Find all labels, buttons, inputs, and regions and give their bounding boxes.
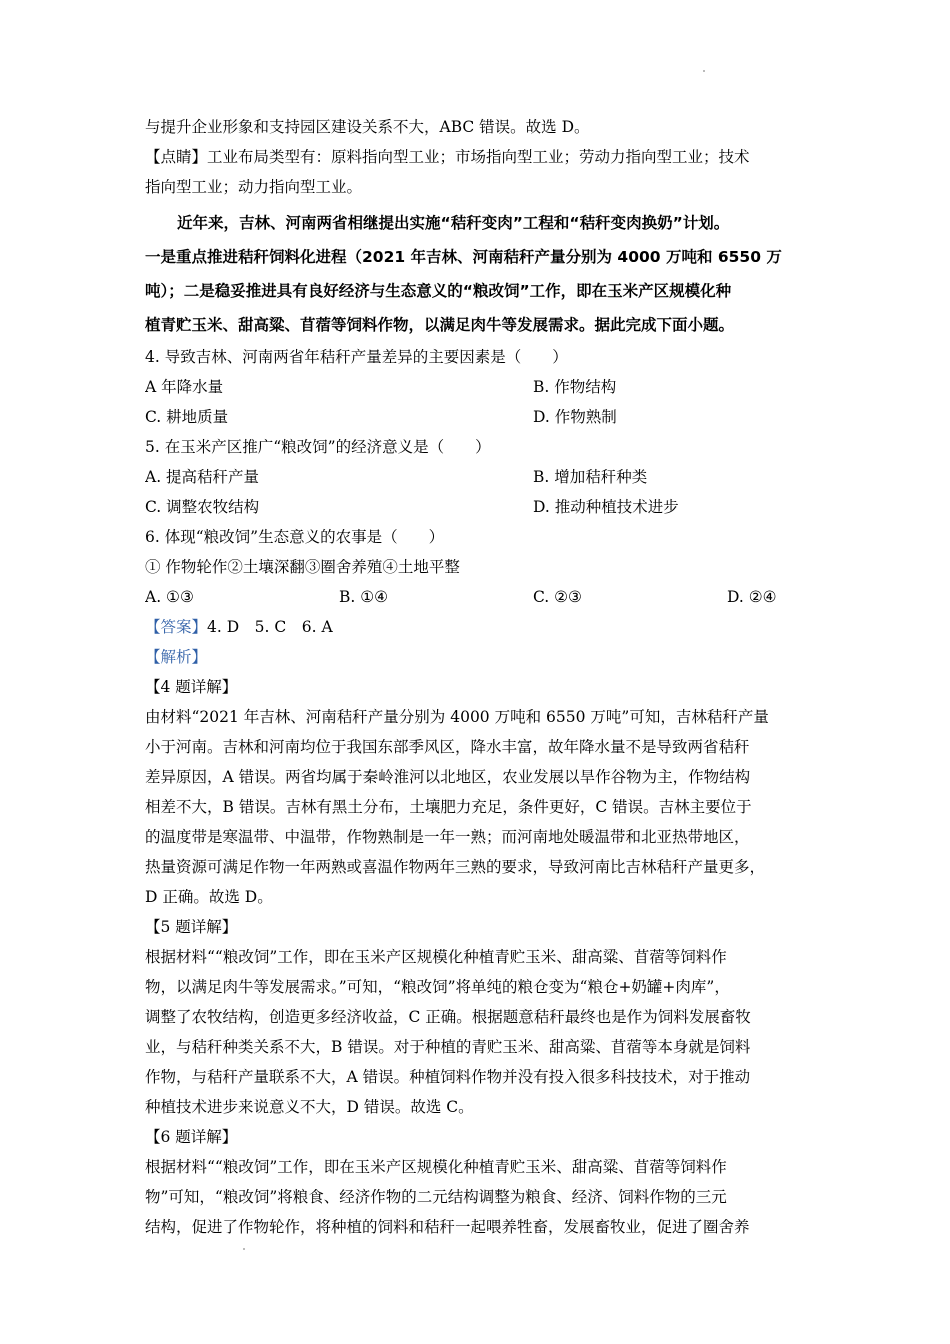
detail-title: 【4 题详解】 <box>145 678 238 696</box>
option-b: B. 作物结构 <box>533 378 617 396</box>
dianjing-label: 【点睛】 <box>145 148 208 166</box>
material-line: 植青贮玉米、甜高粱、苜蓿等饲料作物，以满足肉牛等发展需求。据此完成下面小题。 <box>145 316 735 334</box>
analysis-label: 【解析】 <box>145 648 208 666</box>
detail-line: 作物，与秸秆产量联系不大，A 错误。种植饲料作物并没有投入很多科技技术，对于推动 <box>145 1068 751 1086</box>
answer-text: 4. D 5. C 6. A <box>207 618 333 636</box>
options-row <box>145 462 815 492</box>
question-stem: 4. 导致吉林、河南两省年秸秆产量差异的主要因素是（ ） <box>145 348 568 366</box>
detail-5 <box>145 912 815 1122</box>
options-row <box>145 492 815 522</box>
detail-line: 差异原因，A 错误。两省均属于秦岭淮河以北地区，农业发展以旱作谷物为主，作物结构 <box>145 768 751 786</box>
question-5 <box>145 432 815 522</box>
material-line: 吨）；二是稳妥推进具有良好经济与生态意义的“粮改饲”工作，即在玉米产区规模化种 <box>145 282 732 300</box>
detail-6 <box>145 1122 815 1242</box>
detail-line: 的温度带是寒温带、中温带，作物熟制是一年一熟；而河南地处暖温带和北亚热带地区， <box>145 828 750 846</box>
corner-mark <box>703 70 705 72</box>
option-d: D. ②④ <box>727 588 777 606</box>
detail-line: 根据材料““粮改饲”工作，即在玉米产区规模化种植青贮玉米、甜高粱、苜蓿等饲料作 <box>145 948 727 966</box>
option-c: C. ②③ <box>533 588 582 606</box>
dianjing-text: 工业布局类型有：原料指向型工业；市场指向型工业；劳动力指向型工业；技术 <box>207 148 750 166</box>
question-4 <box>145 342 815 432</box>
options-row <box>145 402 815 432</box>
document-content <box>145 112 815 1242</box>
material-line: 一是重点推进秸秆饲料化进程（2021 年吉林、河南秸秆产量分别为 4000 万吨和 6550 万 <box>145 248 782 266</box>
detail-line: 相差不大，B 错误。吉林有黑土分布，土壤肥力充足，条件更好，C 错误。吉林主要位于 <box>145 798 752 816</box>
detail-line: 根据材料““粮改饲”工作，即在玉米产区规模化种植青贮玉米、甜高粱、苜蓿等饲料作 <box>145 1158 727 1176</box>
detail-line: 热量资源可满足作物一年两熟或喜温作物两年三熟的要求，导致河南比吉林秸秆产量更多， <box>145 858 766 876</box>
detail-line: 由材料“2021 年吉林、河南秸秆产量分别为 4000 万吨和 6550 万吨”可知，吉林秸秆产量 <box>145 708 769 726</box>
answer-label: 【答案】 <box>145 618 208 636</box>
detail-line: 业，与秸秆种类关系不大，B 错误。对于种植的青贮玉米、甜高粱、苜蓿等本身就是饲料 <box>145 1038 751 1056</box>
question-6 <box>145 522 815 612</box>
detail-line: 物”可知，“粮改饲”将粮食、经济作物的二元结构调整为粮食、经济、饲料作物的三元 <box>145 1188 727 1206</box>
question-stem: 6. 体现“粮改饲”生态意义的农事是（ ） <box>145 528 445 546</box>
detail-title: 【6 题详解】 <box>145 1128 238 1146</box>
question-stem: 5. 在玉米产区推广“粮改饲”的经济意义是（ ） <box>145 438 491 456</box>
option-c: C. 调整农牧结构 <box>145 498 260 516</box>
option-c: C. 耕地质量 <box>145 408 229 426</box>
footer-mark <box>243 1248 245 1250</box>
intro-line: 与提升企业形象和支持园区建设关系不大，ABC 错误。故选 D。 <box>145 118 590 136</box>
detail-line: 小于河南。吉林和河南均位于我国东部季风区，降水丰富，故年降水量不是导致两省秸秆 <box>145 738 750 756</box>
question-items: ① 作物轮作②土壤深翻③圈舍养殖④土地平整 <box>145 558 460 576</box>
detail-line: 调整了农牧结构，创造更多经济收益，C 正确。根据题意秸秆最终也是作为饲料发展畜牧 <box>145 1008 751 1026</box>
detail-line: 种植技术进步来说意义不大，D 错误。故选 C。 <box>145 1098 474 1116</box>
option-d: D. 推动种植技术进步 <box>533 498 679 516</box>
detail-4 <box>145 672 815 912</box>
detail-line: 物，以满足肉牛等发展需求。”可知，“粮改饲”将单纯的粮仓变为“粮仓+奶罐+肉库”， <box>145 978 730 996</box>
detail-title: 【5 题详解】 <box>145 918 238 936</box>
option-b: B. 增加秸秆种类 <box>533 468 648 486</box>
option-a: A 年降水量 <box>145 378 224 396</box>
dianjing-line-2: 指向型工业；动力指向型工业。 <box>145 178 363 196</box>
detail-line: D 正确。故选 D。 <box>145 888 273 906</box>
option-a: A. ①③ <box>145 588 194 606</box>
option-b: B. ①④ <box>339 588 389 606</box>
material-paragraph <box>145 206 815 342</box>
option-a: A. 提高秸秆产量 <box>145 468 260 486</box>
options-row <box>145 372 815 402</box>
dianjing-line-1 <box>145 142 815 172</box>
material-line: 近年来，吉林、河南两省相继提出实施“秸秆变肉”工程和“秸秆变肉换奶”计划。 <box>177 214 730 232</box>
option-d: D. 作物熟制 <box>533 408 617 426</box>
options-row <box>145 582 815 612</box>
answer-line <box>145 612 815 642</box>
detail-line: 结构，促进了作物轮作，将种植的饲料和秸秆一起喂养牲畜，发展畜牧业，促进了圈舍养 <box>145 1218 750 1236</box>
